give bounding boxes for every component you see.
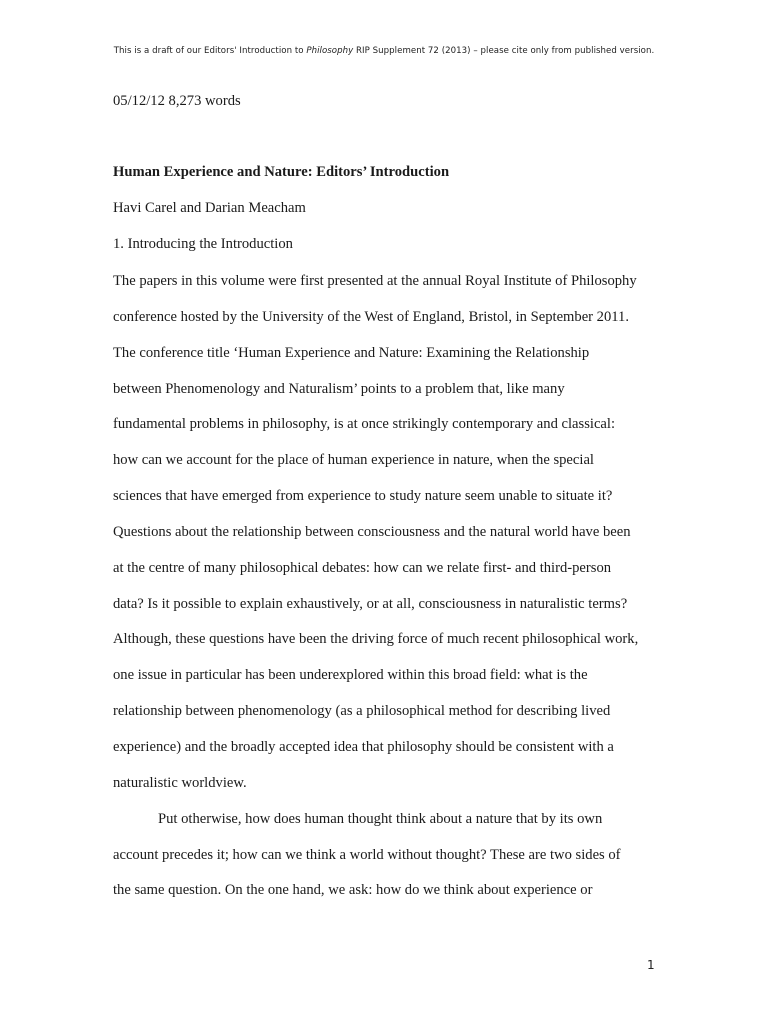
- document-title: Human Experience and Nature: Editors’ Introduction: [113, 164, 450, 180]
- paragraph-2-line: account precedes it; how can we think a world without thought? These are two sides of: [113, 846, 621, 863]
- paragraph-2-line: Put otherwise, how does human thought think about a nature that by its own: [158, 810, 603, 827]
- page-number: 1: [647, 958, 655, 972]
- paragraph-1-line: fundamental problems in philosophy, is at once strikingly contemporary and classical:: [113, 416, 616, 433]
- header-note-prefix: This is a draft of our Editors' Introduction to: [113, 46, 307, 56]
- section-heading: 1. Introducing the Introduction: [113, 236, 293, 252]
- paragraph-1-line: naturalistic worldview.: [113, 774, 247, 791]
- header-note-journal: Philosophy: [306, 46, 354, 56]
- authors-line: Havi Carel and Darian Meacham: [113, 200, 306, 216]
- paragraph-2-line: the same question. On the one hand, we ask: how do we think about experience or: [113, 882, 593, 899]
- paragraph-1-line: one issue in particular has been underexplored within this broad field: what is the: [113, 667, 588, 684]
- paragraph-1-line: Questions about the relationship between consciousness and the natural world have been: [113, 523, 631, 540]
- paragraph-1-line: conference hosted by the University of the West of England, Bristol, in September 2011.: [113, 308, 629, 325]
- paragraph-1-line: The conference title ‘Human Experience and Nature: Examining the Relationship: [113, 344, 590, 361]
- date-word-count-line: 05/12/12 8,273 words: [113, 93, 241, 109]
- draft-header-note: [0, 46, 768, 56]
- paragraph-1-line: relationship between phenomenology (as a philosophical method for describing lived: [113, 703, 611, 720]
- paragraph-1-line: sciences that have emerged from experience to study nature seem unable to situate it?: [113, 488, 613, 505]
- paragraph-1-line: Although, these questions have been the driving force of much recent philosophical work,: [113, 631, 639, 648]
- header-note-suffix: RIP Supplement 72 (2013) – please cite only from published version.: [353, 46, 655, 56]
- paragraph-1-line: data? Is it possible to explain exhaustively, or at all, consciousness in naturalistic terms?: [113, 595, 628, 612]
- paragraph-1-line: how can we account for the place of human experience in nature, when the special: [113, 452, 594, 469]
- paragraph-1-line: The papers in this volume were first presented at the annual Royal Institute of Philosophy: [113, 273, 637, 289]
- body-paragraphs: [113, 269, 673, 914]
- paragraph-1-line: experience) and the broadly accepted idea that philosophy should be consistent with a: [113, 738, 614, 755]
- paragraph-1-line: between Phenomenology and Naturalism’ points to a problem that, like many: [113, 380, 565, 397]
- paragraph-1-line: at the centre of many philosophical debates: how can we relate first- and third-person: [113, 559, 612, 576]
